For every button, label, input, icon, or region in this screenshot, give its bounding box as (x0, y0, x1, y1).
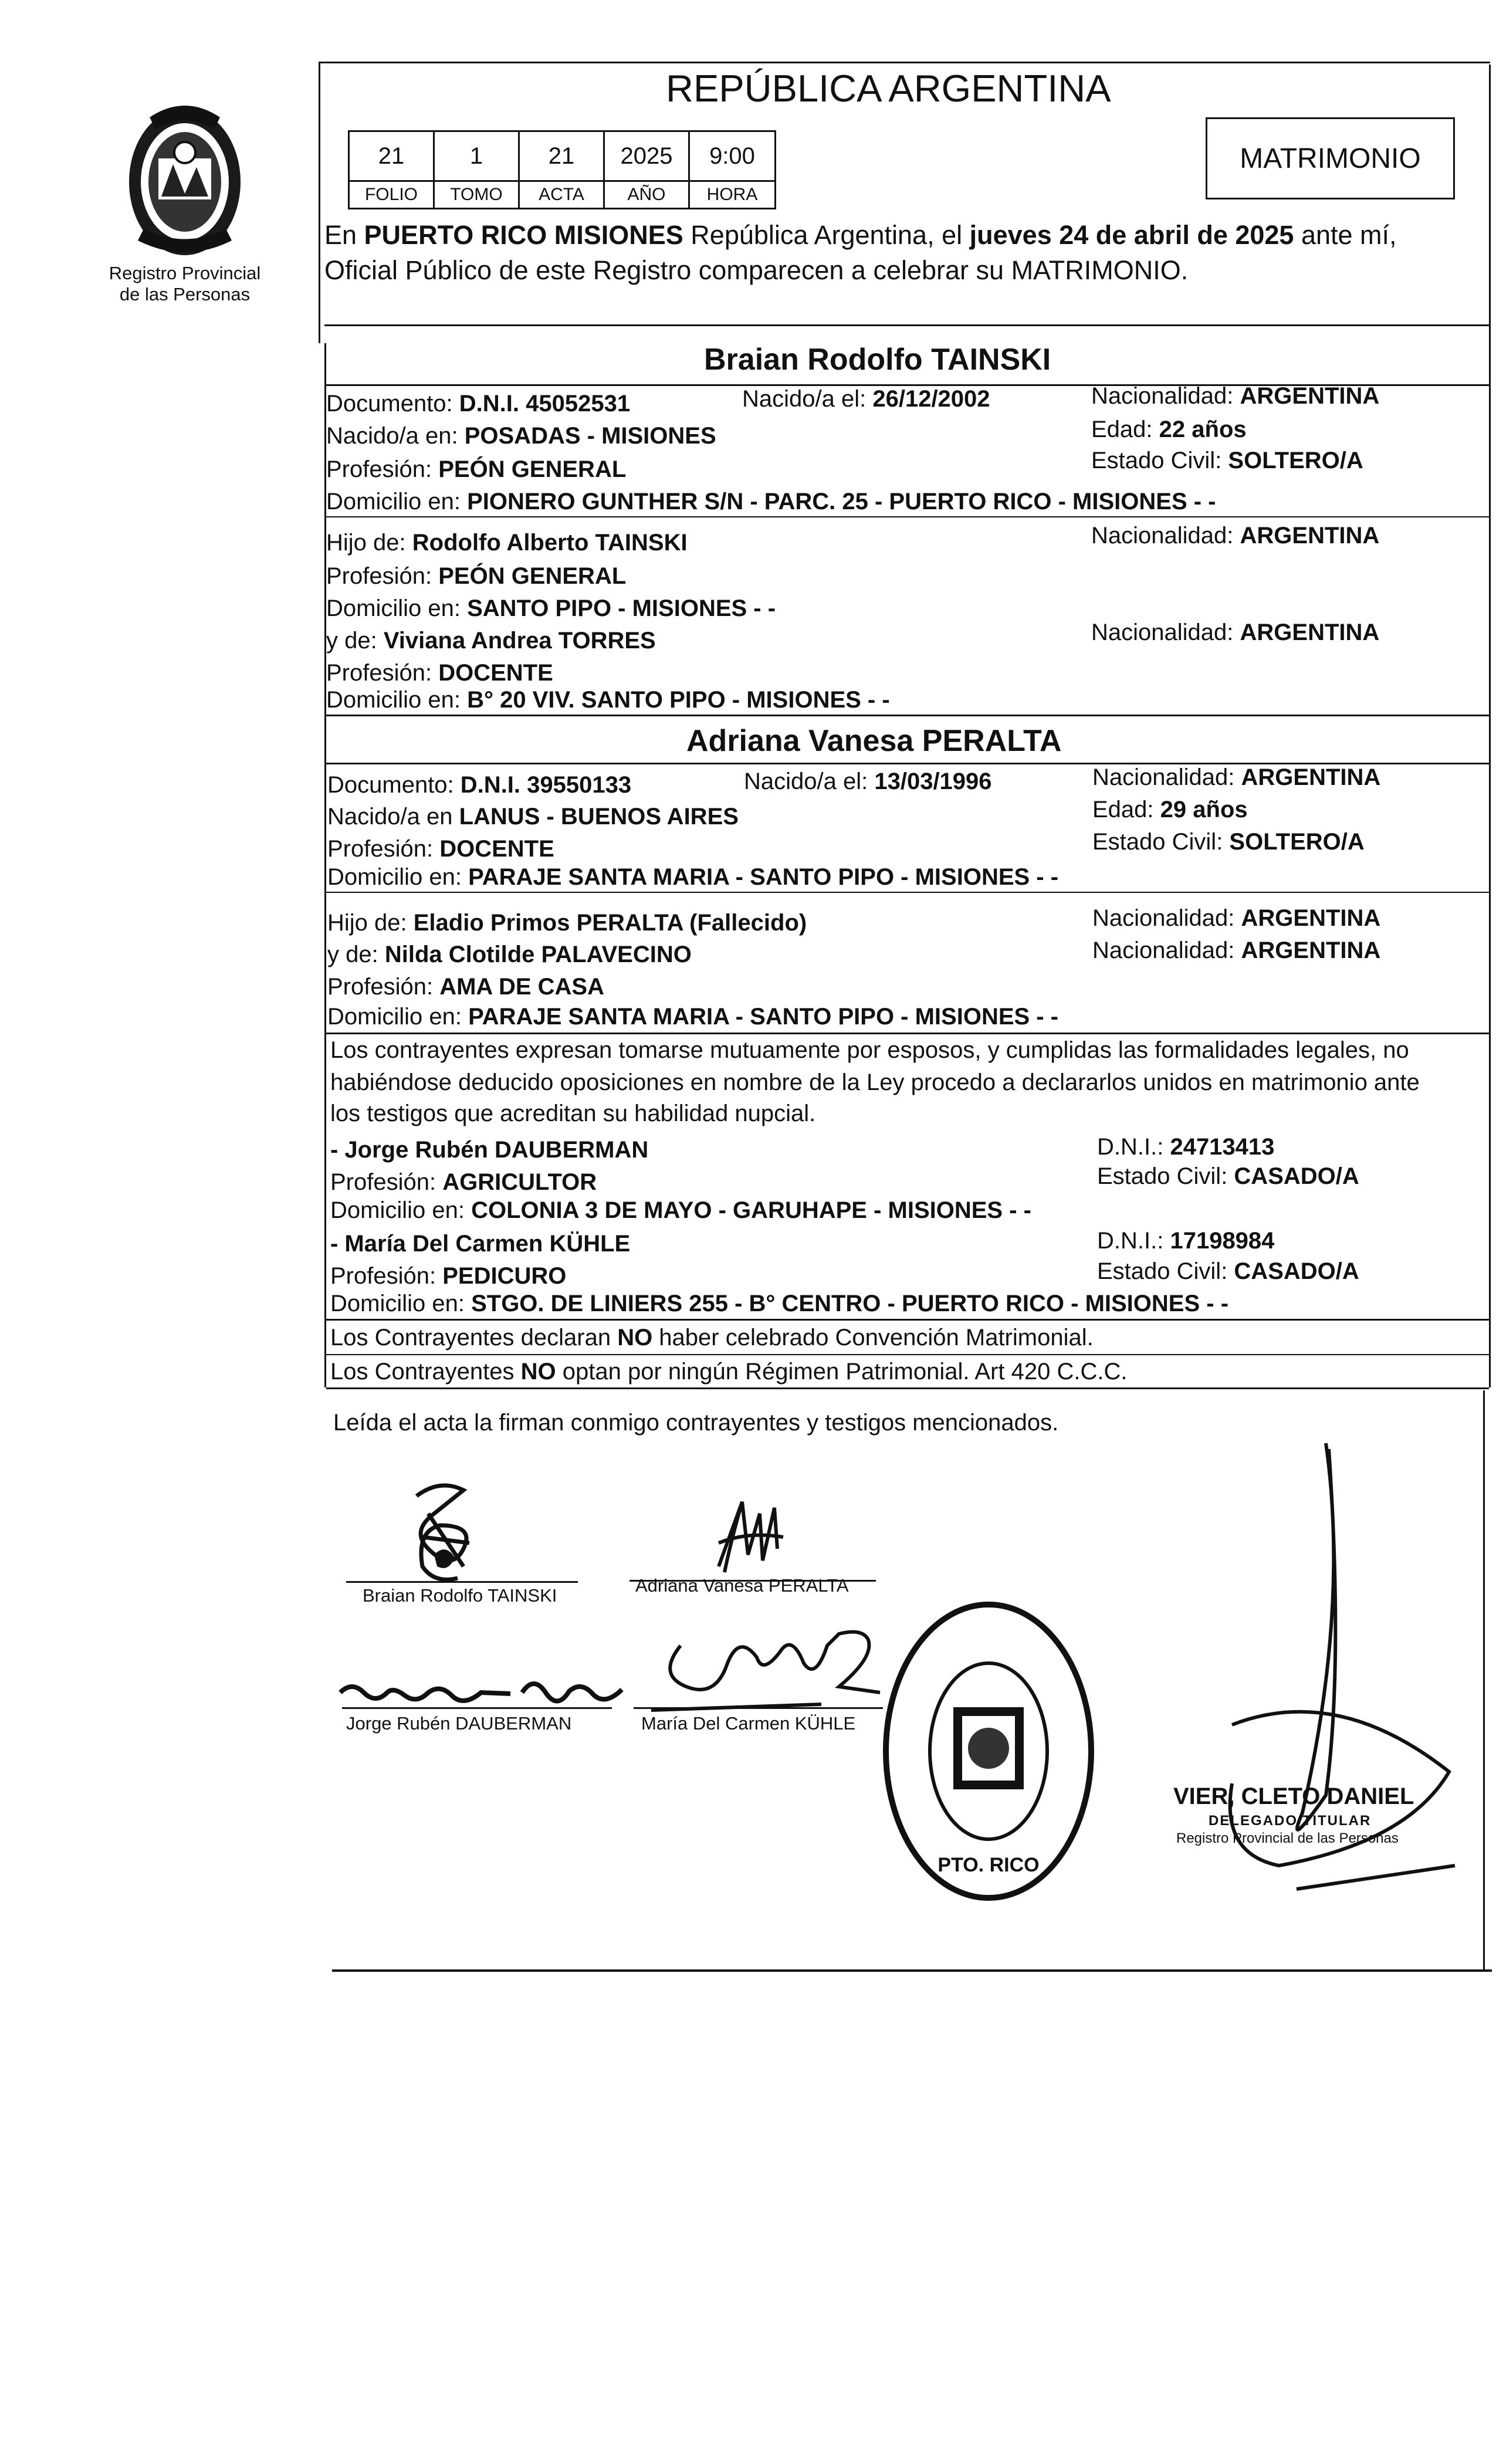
bride-civil-status: Estado Civil: SOLTERO/A (1092, 829, 1365, 855)
acta-cell: 21 (518, 130, 605, 182)
witness-1-signature-caption: Jorge Rubén DAUBERMAN (346, 1713, 572, 1734)
groom-address: Domicilio en: PIONERO GUNTHER S/N - PARC. 25 - PUERTO RICO - MISIONES - - (326, 489, 1216, 515)
witness-1-civil-status: Estado Civil: CASADO/A (1097, 1163, 1359, 1189)
official-seal (877, 1596, 1100, 1907)
act-type: MATRIMONIO (1240, 143, 1421, 174)
witness-2-profession: Profesión: PEDICURO (330, 1263, 567, 1289)
hora-label: HORA (688, 180, 776, 209)
intro-line-1: En PUERTO RICO MISIONES República Argentina, el jueves 24 de abril de 2025 ante mí, (324, 220, 1397, 250)
groom-signature (399, 1478, 493, 1590)
groom-father-address: Domicilio en: SANTO PIPO - MISIONES - - (326, 595, 776, 621)
bride-doc: Documento: D.N.I. 39550133 (327, 772, 632, 798)
declaration-line-2: habiéndose deducido oposiciones en nombre de la Ley procedo a declararlos unidos en matrimonio ante (330, 1069, 1420, 1095)
groom-mother: y de: Viviana Andrea TORRES (326, 628, 656, 654)
witness-1-name: - Jorge Rubén DAUBERMAN (330, 1137, 649, 1163)
acta-label: ACTA (518, 180, 605, 209)
groom-doc: Documento: D.N.I. 45052531 (326, 391, 631, 417)
groom-section-end (324, 715, 1489, 716)
tomo-label: TOMO (433, 180, 520, 209)
groom-father-profession: Profesión: PEÓN GENERAL (326, 563, 627, 589)
bride-mother-profession: Profesión: AMA DE CASA (327, 974, 604, 1000)
hora-cell: 9:00 (688, 130, 776, 182)
groom-signature-caption: Braian Rodolfo TAINSKI (363, 1585, 557, 1606)
groom-mother-address: Domicilio en: B° 20 VIV. SANTO PIPO - MISIONES - - (326, 687, 890, 713)
anio-cell: 2025 (603, 130, 690, 182)
bride-section-end (324, 1033, 1489, 1034)
intro-separator (324, 324, 1489, 326)
svg-text:PTO. RICO: PTO. RICO (937, 1854, 1040, 1876)
witness-1-dni: D.N.I.: 24713413 (1097, 1134, 1275, 1160)
bride-birthplace: Nacido/a en LANUS - BUENOS AIRES (327, 804, 739, 830)
bride-nat: Nacionalidad: ARGENTINA (1092, 764, 1381, 790)
frame-bottom-line (332, 1969, 1492, 1972)
groom-civil-status: Estado Civil: SOLTERO/A (1091, 448, 1363, 473)
official-role: DELEGADO TITULAR (1209, 1813, 1372, 1829)
bride-father-nat: Nacionalidad: ARGENTINA (1092, 905, 1381, 931)
frame-top-line (319, 62, 1490, 63)
declaration-line-1: Los contrayentes expresan tomarse mutuamente por esposos, y cumplidas las formalidades legales, no (330, 1037, 1409, 1063)
regime-line-2: Los Contrayentes NO optan por ningún Régimen Patrimonial. Art 420 C.C.C. (330, 1359, 1128, 1385)
bride-born: Nacido/a el: 13/03/1996 (744, 769, 992, 794)
witness-1-signature (334, 1669, 634, 1710)
regime-separator (326, 1354, 1489, 1355)
witness-1-address: Domicilio en: COLONIA 3 DE MAYO - GARUHAPE - MISIONES - - (330, 1197, 1031, 1223)
groom-nat: Nacionalidad: ARGENTINA (1091, 383, 1380, 409)
declaration-line-3: los testigos que acreditan su habilidad nupcial. (330, 1101, 816, 1126)
witness-2-name: - María Del Carmen KÜHLE (330, 1231, 631, 1257)
groom-name: Braian Rodolfo TAINSKI (704, 343, 1051, 377)
witness-2-civil-status: Estado Civil: CASADO/A (1097, 1258, 1359, 1284)
bride-age: Edad: 29 años (1092, 797, 1248, 823)
registry-logo (114, 94, 255, 264)
witness-2-dni: D.N.I.: 17198984 (1097, 1228, 1275, 1254)
anio-label: AÑO (603, 180, 690, 209)
witness-2-signature-caption: María Del Carmen KÜHLE (641, 1713, 856, 1734)
regime-line-1: Los Contrayentes declaran NO haber celebrado Convención Matrimonial. (330, 1325, 1094, 1351)
bride-name: Adriana Vanesa PERALTA (686, 724, 1062, 758)
closing-text: Leída el acta la firman conmigo contrayentes y testigos mencionados. (333, 1410, 1059, 1436)
witnesses-section-end (326, 1319, 1489, 1321)
witness-2-address: Domicilio en: STGO. DE LINIERS 255 - B° CENTRO - PUERTO RICO - MISIONES - - (330, 1291, 1229, 1316)
groom-born: Nacido/a el: 26/12/2002 (742, 386, 990, 412)
act-type-box (1206, 117, 1455, 199)
witness-2-signature (645, 1610, 892, 1716)
bride-mother-address: Domicilio en: PARAJE SANTA MARIA - SANTO PIPO - MISIONES - - (327, 1004, 1059, 1030)
bride-profession: Profesión: DOCENTE (327, 836, 554, 862)
bride-signature (707, 1490, 795, 1578)
frame-right-line-top (1489, 65, 1491, 1387)
registry-name: Registro Provincial de las Personas (109, 263, 261, 304)
groom-father: Hijo de: Rodolfo Alberto TAINSKI (326, 530, 688, 556)
witness-1-signature-line (342, 1707, 612, 1709)
regime-section-end (326, 1387, 1489, 1389)
bride-address-line (324, 892, 1489, 893)
coat-of-arms-icon (114, 94, 255, 264)
groom-signature-line (346, 1581, 578, 1583)
official-name: VIER, CLETO DANIEL (1173, 1783, 1414, 1809)
folio-cell: 21 (348, 130, 435, 182)
groom-age: Edad: 22 años (1091, 417, 1247, 442)
bride-signature-caption: Adriana Vanesa PERALTA (635, 1575, 849, 1596)
witness-2-signature-line (634, 1707, 883, 1709)
groom-mother-profession: Profesión: DOCENTE (326, 660, 553, 686)
groom-birthplace: Nacido/a en: POSADAS - MISIONES (326, 423, 716, 449)
intro-line-2: Oficial Público de este Registro comparecen a celebrar su MATRIMONIO. (324, 255, 1189, 285)
bride-address: Domicilio en: PARAJE SANTA MARIA - SANTO PIPO - MISIONES - - (327, 864, 1059, 890)
frame-right-line (1483, 1390, 1485, 1971)
frame-left-line (319, 62, 320, 343)
groom-address-line (324, 516, 1489, 517)
tomo-cell: 1 (433, 130, 520, 182)
bride-mother-nat: Nacionalidad: ARGENTINA (1092, 937, 1381, 963)
groom-mother-nat: Nacionalidad: ARGENTINA (1091, 620, 1380, 645)
groom-profession: Profesión: PEÓN GENERAL (326, 456, 627, 482)
bride-father: Hijo de: Eladio Primos PERALTA (Fallecido) (327, 910, 807, 936)
country-title: REPÚBLICA ARGENTINA (666, 67, 1111, 110)
bride-mother: y de: Nilda Clotilde PALAVECINO (327, 942, 692, 967)
witness-1-profession: Profesión: AGRICULTOR (330, 1169, 597, 1195)
folio-label: FOLIO (348, 180, 435, 209)
groom-father-nat: Nacionalidad: ARGENTINA (1091, 523, 1380, 549)
official-org: Registro Provincial de las Personas (1176, 1830, 1399, 1846)
